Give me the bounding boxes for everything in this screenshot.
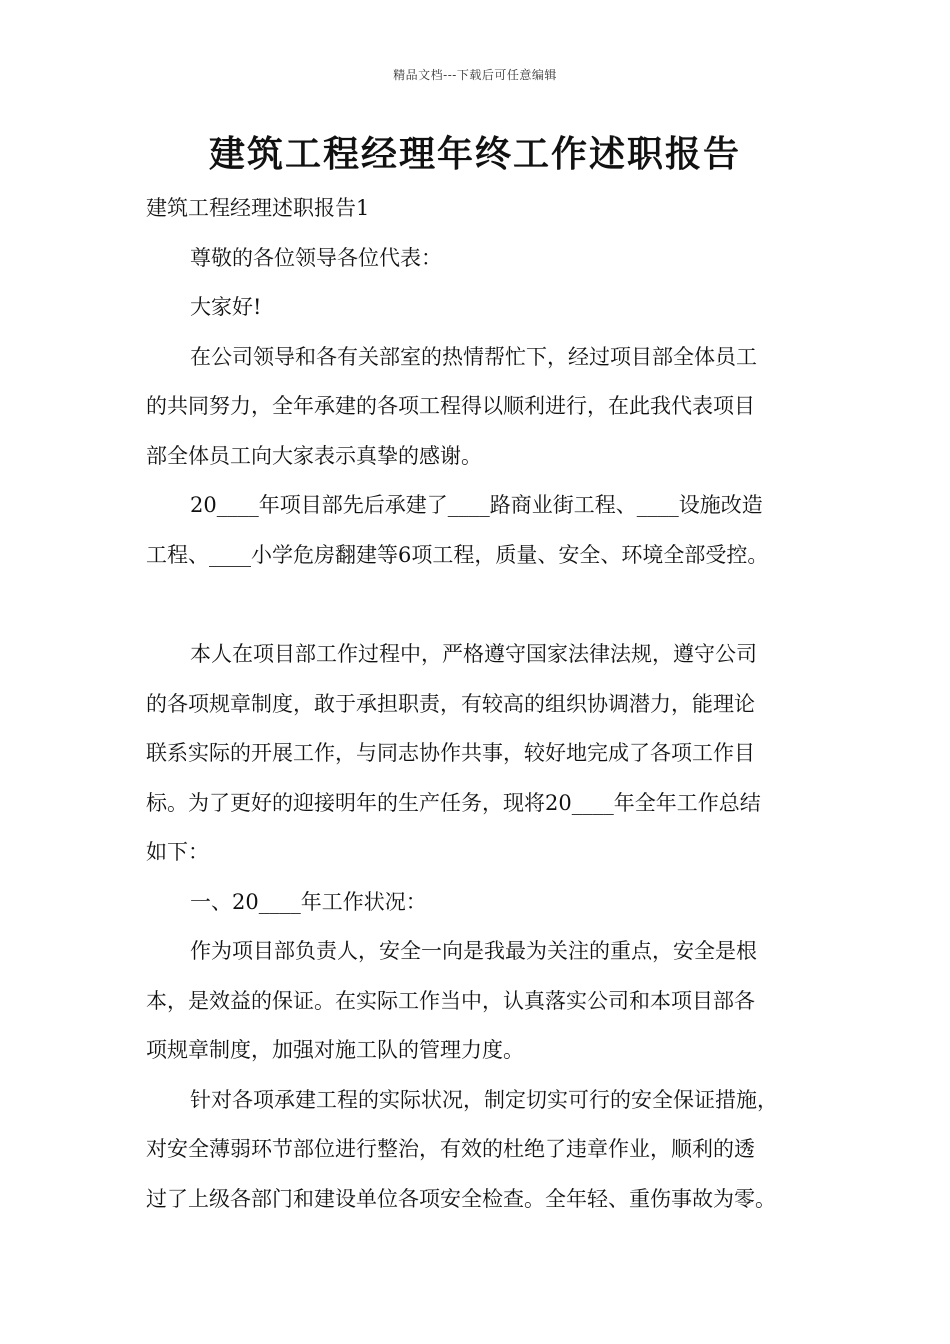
- paragraph-line: 针对各项承建工程的实际状况，制定切实可行的安全保证措施，: [190, 1087, 778, 1112]
- paragraph-line: 部全体员工向大家表示真挚的感谢。: [146, 443, 482, 468]
- paragraph-line: 过了上级各部门和建设单位各项安全检查。全年轻、重伤事故为零。: [146, 1186, 776, 1211]
- paragraph-line: 20____年项目部先后承建了____路商业街工程、____设施改造: [190, 493, 763, 517]
- header-note: 精品文档---下载后可任意编辑: [393, 68, 557, 82]
- greeting: 大家好!: [190, 295, 262, 319]
- document-body: [146, 184, 816, 1224]
- paragraph-line: 本，是效益的保证。在实际工作当中，认真落实公司和本项目部各: [146, 988, 755, 1013]
- paragraph-line: 的共同努力，全年承建的各项工程得以顺利进行，在此我代表项目: [146, 394, 755, 418]
- paragraph-gap: [146, 580, 816, 630]
- paragraph-line: 对安全薄弱环节部位进行整治，有效的杜绝了违章作业，顺利的透: [146, 1137, 755, 1161]
- paragraph-line: 标。为了更好的迎接明年的生产任务，现将20____年全年工作总结: [146, 790, 761, 815]
- paragraph-line: 的各项规章制度，敢于承担职责，有较高的组织协调潜力，能理论: [146, 691, 755, 716]
- section-subheading: 一、20____年工作状况：: [190, 889, 427, 914]
- paragraph-line: 项规章制度，加强对施工队的管理力度。: [146, 1038, 524, 1062]
- paragraph-line: 如下：: [146, 840, 209, 864]
- section-heading: 建筑工程经理述职报告1: [146, 196, 370, 220]
- paragraph-line: 本人在项目部工作过程中，严格遵守国家法律法规，遵守公司: [190, 642, 757, 666]
- salutation: 尊敬的各位领导各位代表：: [190, 245, 442, 270]
- document-title: 建筑工程经理年终工作述职报告: [208, 133, 741, 175]
- paragraph-line: 在公司领导和各有关部室的热情帮忙下，经过项目部全体员工: [190, 344, 757, 369]
- paragraph-line: 工程、____小学危房翻建等6项工程，质量、安全、环境全部受控。: [146, 542, 769, 567]
- paragraph-line: 作为项目部负责人，安全一向是我最为关注的重点，安全是根: [190, 939, 757, 963]
- paragraph-line: 联系实际的开展工作，与同志协作共事，较好地完成了各项工作目: [146, 741, 755, 765]
